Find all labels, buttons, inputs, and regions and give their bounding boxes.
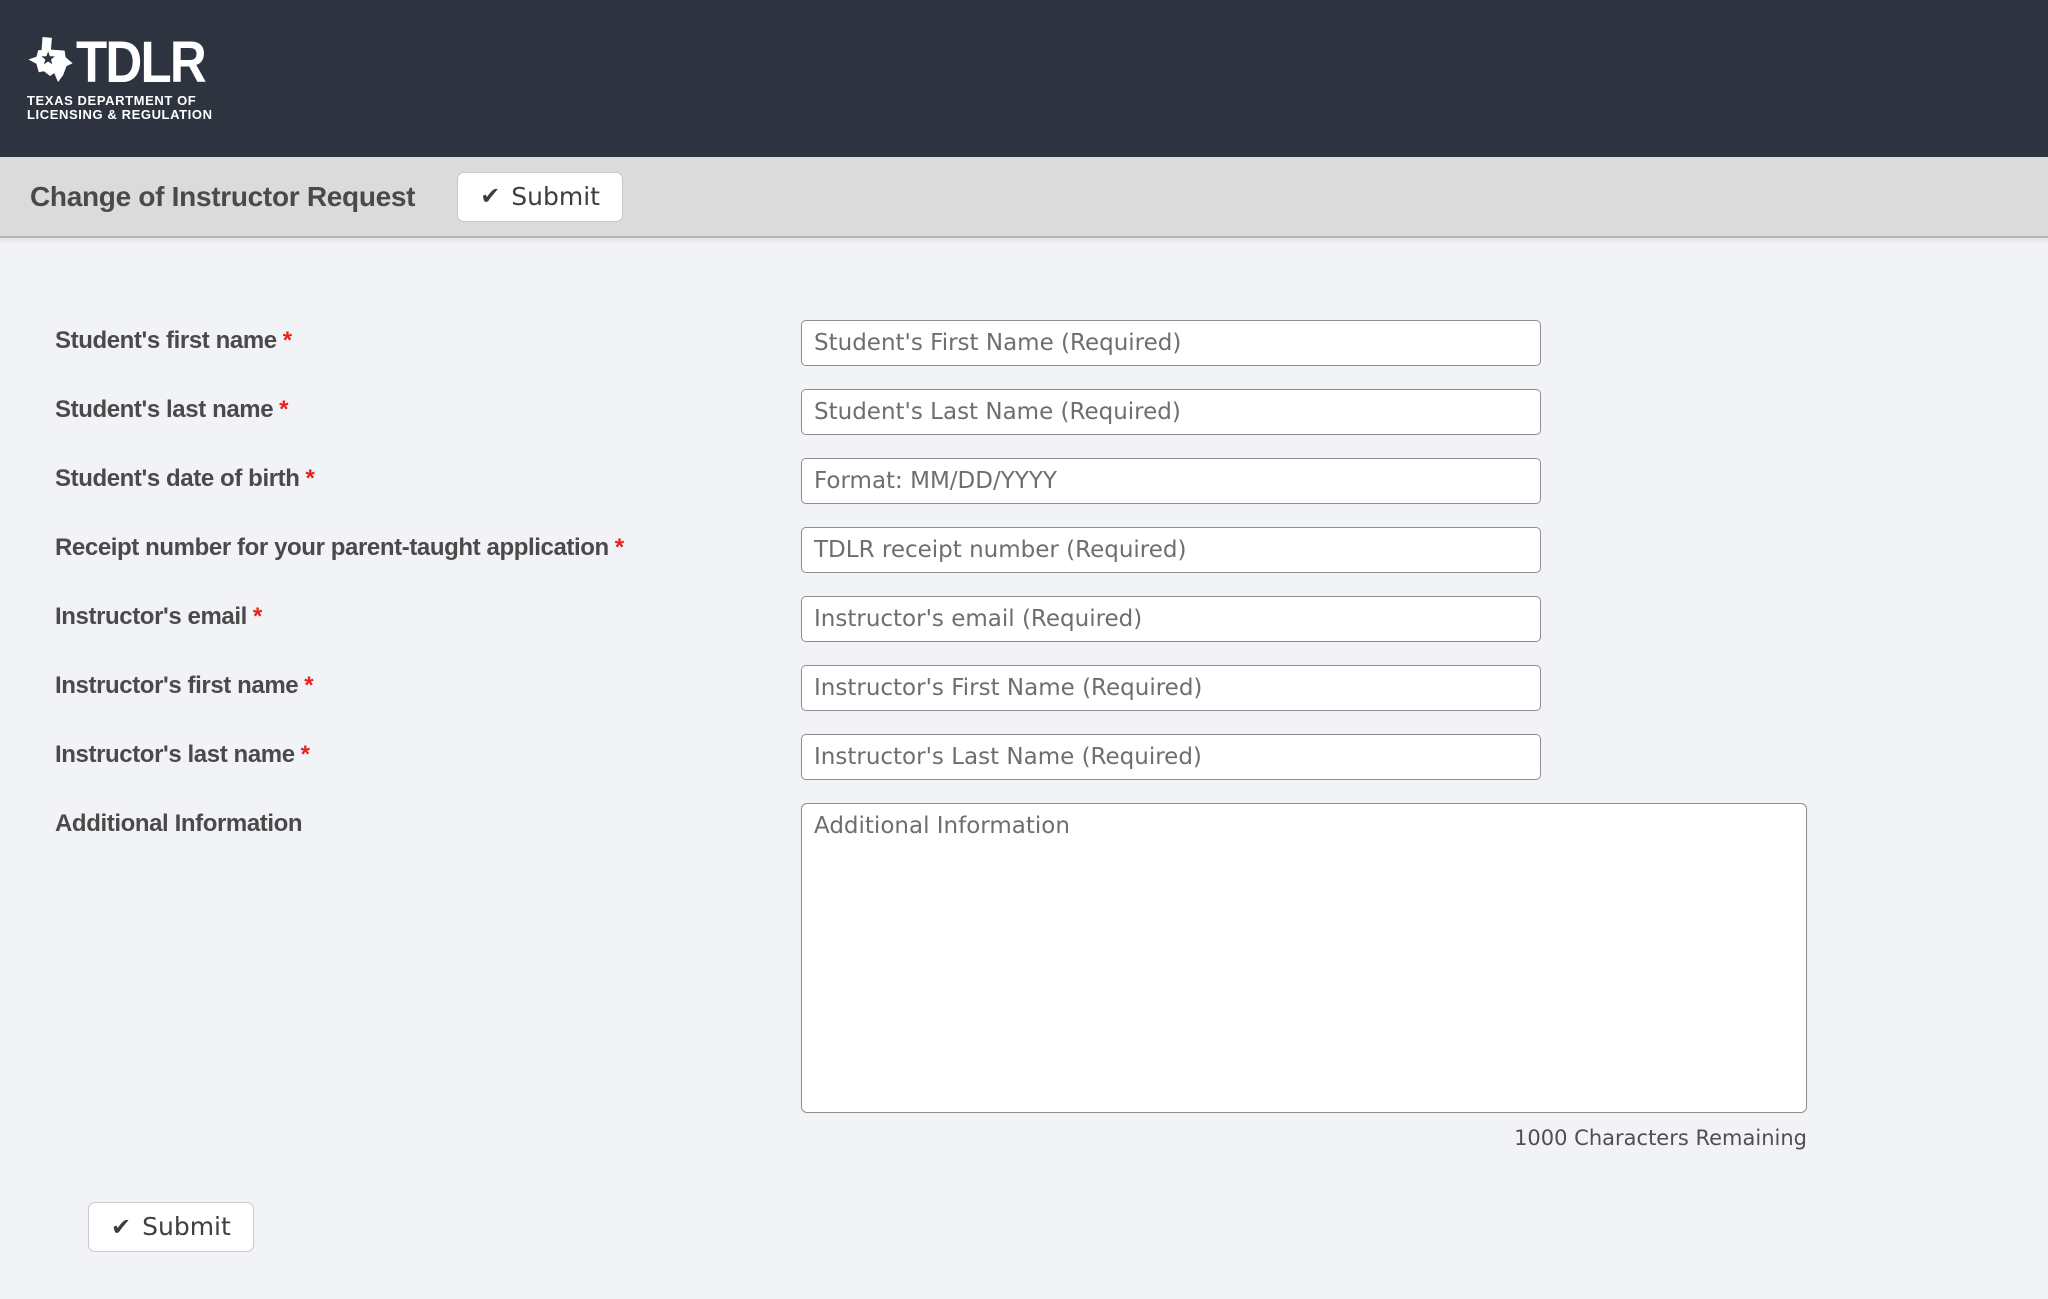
change-of-instructor-form — [0, 238, 2048, 1252]
required-asterisk: * — [300, 741, 310, 768]
form-row-instructors-first-name — [55, 665, 2048, 711]
submit-button-bottom-label: Submit — [142, 1212, 231, 1241]
logo-acronym: TDLR — [76, 30, 206, 96]
required-asterisk: * — [252, 603, 262, 630]
students-first-name-input[interactable] — [801, 320, 1541, 366]
field-label — [55, 803, 302, 838]
field-label-text: Student's date of birth — [55, 465, 300, 492]
field-label-text: Instructor's first name — [55, 672, 299, 699]
field-label — [55, 389, 288, 424]
students-last-name-input[interactable] — [801, 389, 1541, 435]
required-asterisk: * — [282, 327, 292, 354]
field-label-text: Student's last name — [55, 396, 274, 423]
form-row-students-date-of-birth — [55, 458, 2048, 504]
field-label — [55, 734, 310, 769]
field-label — [55, 596, 262, 631]
site-header — [0, 0, 2048, 157]
additional-information-textarea[interactable] — [801, 803, 1807, 1113]
title-bar — [0, 157, 2048, 238]
check-icon: ✔ — [480, 182, 501, 211]
students-date-of-birth-input[interactable] — [801, 458, 1541, 504]
form-row-additional-information — [55, 803, 2048, 1150]
form-row-receipt-number — [55, 527, 2048, 573]
field-label-text: Instructor's last name — [55, 741, 295, 768]
required-asterisk: * — [614, 534, 624, 561]
characters-remaining-counter: 1000 Characters Remaining — [1514, 1126, 1807, 1150]
form-row-students-last-name — [55, 389, 2048, 435]
instructors-first-name-input[interactable] — [801, 665, 1541, 711]
receipt-number-input[interactable] — [801, 527, 1541, 573]
tdlr-logo — [27, 30, 223, 123]
form-row-students-first-name — [55, 320, 2048, 366]
field-label — [55, 665, 313, 700]
submit-button-top[interactable] — [457, 172, 623, 222]
submit-button-bottom[interactable] — [88, 1202, 254, 1252]
instructors-last-name-input[interactable] — [801, 734, 1541, 780]
logo-subtitle-line1: TEXAS DEPARTMENT OF — [27, 92, 197, 108]
field-label-text: Student's first name — [55, 327, 277, 354]
required-asterisk: * — [305, 465, 315, 492]
required-asterisk: * — [279, 396, 289, 423]
field-label — [55, 527, 624, 562]
texas-star-icon — [27, 35, 74, 85]
field-label-text: Instructor's email — [55, 603, 247, 630]
form-row-instructors-last-name — [55, 734, 2048, 780]
form-row-instructors-email — [55, 596, 2048, 642]
logo-subtitle-line2: LICENSING & REGULATION — [27, 107, 213, 122]
required-asterisk: * — [304, 672, 314, 699]
submit-button-top-label: Submit — [511, 181, 600, 211]
page-title: Change of Instructor Request — [30, 180, 416, 212]
check-icon: ✔ — [111, 1212, 132, 1241]
field-label — [55, 320, 292, 355]
instructors-email-input[interactable] — [801, 596, 1541, 642]
field-label — [55, 458, 314, 493]
field-label-text: Additional Information — [55, 810, 303, 837]
field-label-text: Receipt number for your parent-taught application — [55, 534, 609, 561]
